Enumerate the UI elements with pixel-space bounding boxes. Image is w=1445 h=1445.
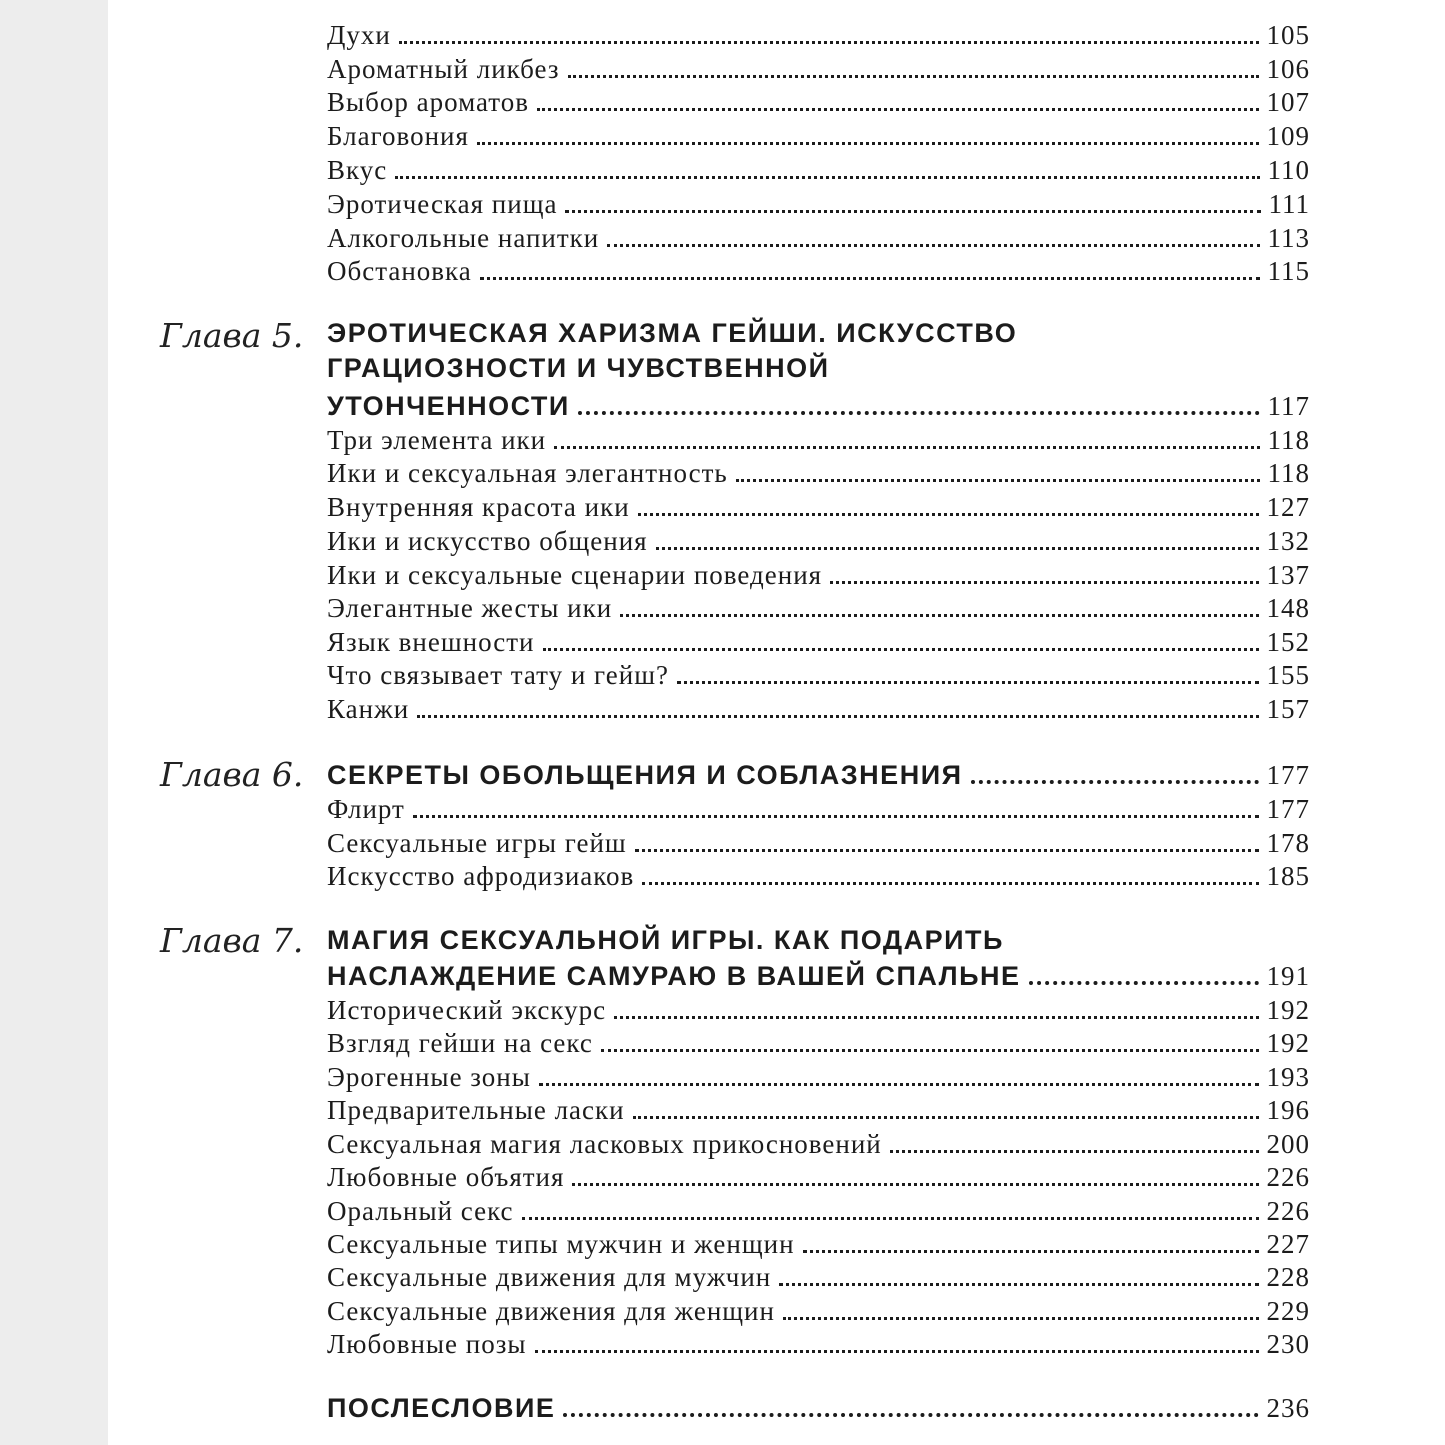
dot-leader [563, 1413, 1258, 1417]
toc-entry-page: 137 [1266, 560, 1310, 590]
dot-leader [413, 815, 1259, 818]
chapter-label: Глава 5. [160, 316, 304, 355]
toc-entry-page: 157 [1266, 694, 1310, 724]
toc-entry-title: Алкогольные напитки [327, 223, 600, 253]
toc-entry-page: 152 [1266, 627, 1310, 657]
dot-leader [677, 681, 1259, 684]
dot-leader [601, 1049, 1259, 1052]
chapter-title-last-line: УТОНЧЕННОСТИ [327, 391, 570, 421]
toc-entry [327, 84, 1310, 118]
toc-entry-title: Обстановка [327, 256, 472, 286]
dot-leader [399, 41, 1259, 44]
toc-entry-page: 178 [1266, 828, 1310, 858]
toc-entry-page: 118 [1267, 425, 1310, 455]
toc-entry [327, 590, 1310, 624]
dot-leader [736, 479, 1260, 482]
chapter-label: Глава 6. [160, 755, 304, 794]
dot-leader [572, 1183, 1258, 1186]
toc-entry [327, 825, 1310, 859]
toc-entry-title: Сексуальные движения для мужчин [327, 1262, 772, 1292]
toc-entry [327, 1126, 1310, 1160]
toc-entry [327, 455, 1310, 489]
toc-entry [327, 220, 1310, 254]
toc-entry-page: 226 [1266, 1162, 1310, 1192]
toc-entry [327, 253, 1310, 287]
toc-entry [327, 1025, 1310, 1059]
toc-entry-page: 127 [1266, 492, 1310, 522]
toc-entry-title: Сексуальные типы мужчин и женщин [327, 1229, 795, 1259]
toc-entry-title: Сексуальные движения для женщин [327, 1296, 775, 1326]
toc-entry [327, 992, 1310, 1026]
toc-entry-title: Язык внешности [327, 627, 535, 657]
toc-entry-page: 155 [1266, 660, 1310, 690]
toc-entry [327, 489, 1310, 523]
dot-leader [620, 614, 1258, 617]
dot-leader [638, 513, 1259, 516]
dot-leader [635, 849, 1259, 852]
dot-leader [578, 411, 1260, 415]
toc-entry-page: 229 [1266, 1296, 1310, 1326]
toc-entry-page: 177 [1266, 794, 1310, 824]
toc-entry-title: Ароматный ликбез [327, 54, 560, 84]
dot-leader [395, 176, 1259, 179]
toc-entry-page: 185 [1266, 861, 1310, 891]
toc-entry-title: Благовония [327, 121, 469, 151]
dot-leader [522, 1217, 1259, 1220]
dot-leader [568, 75, 1259, 78]
toc-entry-page: 200 [1266, 1129, 1310, 1159]
toc-entry [327, 523, 1310, 557]
toc-entry-title: Три элемента ики [327, 425, 547, 455]
toc-entry-title: Искусство афродизиаков [327, 861, 635, 891]
toc-entry-page: 226 [1266, 1196, 1310, 1226]
dot-leader [1029, 981, 1259, 985]
toc-entry-title: Любовные позы [327, 1329, 527, 1359]
toc-entry-page: 113 [1267, 223, 1310, 253]
toc-entry [327, 1092, 1310, 1126]
toc-entry [327, 1226, 1310, 1260]
dot-leader [971, 780, 1259, 784]
dot-leader [803, 1250, 1259, 1253]
dot-leader [543, 648, 1259, 651]
page-gutter [0, 0, 108, 1445]
toc-entry-page: 230 [1266, 1329, 1310, 1359]
toc-entry [327, 1326, 1310, 1360]
toc-entry-page: 106 [1266, 54, 1310, 84]
toc-entry-title: Элегантные жесты ики [327, 593, 613, 623]
toc-entry [327, 657, 1310, 691]
dot-leader [607, 244, 1259, 247]
toc-entry-title: Духи [327, 20, 391, 50]
chapter-heading-entry [327, 388, 1310, 422]
afterword-entry [327, 1390, 1310, 1424]
dot-leader [633, 1116, 1259, 1119]
toc-entry-title: Что связывает тату и гейш? [327, 660, 669, 690]
toc-entry-title: Оральный секс [327, 1196, 514, 1226]
toc-entry-page: 118 [1267, 458, 1310, 488]
toc-entry [327, 186, 1310, 220]
afterword-page: 236 [1266, 1393, 1310, 1423]
chapter-title-line: ЭРОТИЧЕСКАЯ ХАРИЗМА ГЕЙШИ. ИСКУССТВО [327, 318, 1018, 348]
toc-entry-title: Сексуальные игры гейш [327, 828, 627, 858]
toc-entry-title: Канжи [327, 694, 410, 724]
dot-leader [779, 1283, 1258, 1286]
toc-entry [327, 557, 1310, 591]
toc-entry [327, 791, 1310, 825]
dot-leader [537, 108, 1259, 111]
chapter-title-last-line: СЕКРЕТЫ ОБОЛЬЩЕНИЯ И СОБЛАЗНЕНИЯ [327, 760, 963, 790]
toc-entry [327, 624, 1310, 658]
toc-entry-title: Выбор ароматов [327, 87, 529, 117]
chapter-page: 191 [1266, 961, 1310, 991]
toc-entry [327, 1159, 1310, 1193]
toc-entry-title: Взгляд гейши на секс [327, 1028, 593, 1058]
chapter-page: 177 [1266, 760, 1310, 790]
toc-entry-page: 107 [1266, 87, 1310, 117]
dot-leader [830, 581, 1258, 584]
dot-leader [656, 547, 1259, 550]
toc-entry-title: Исторический экскурс [327, 995, 607, 1025]
dot-leader [535, 1350, 1259, 1353]
toc-entry-title: Любовные объятия [327, 1162, 565, 1192]
toc-entry [327, 17, 1310, 51]
toc-entry-title: Эротическая пища [327, 189, 558, 219]
toc-entry-title: Ики и сексуальная элегантность [327, 458, 728, 488]
toc-entry [327, 1259, 1310, 1293]
chapter-title-line: МАГИЯ СЕКСУАЛЬНОЙ ИГРЫ. КАК ПОДАРИТЬ [327, 925, 1004, 955]
dot-leader [480, 277, 1260, 280]
chapter-heading-entry [327, 757, 1310, 791]
toc-entry [327, 1293, 1310, 1327]
chapter-title-last-line: НАСЛАЖДЕНИЕ САМУРАЮ В ВАШЕЙ СПАЛЬНЕ [327, 961, 1021, 991]
chapter-heading-entry [327, 958, 1310, 992]
toc-entry [327, 858, 1310, 892]
toc-entry [327, 691, 1310, 725]
toc-entry [327, 422, 1310, 456]
dot-leader [417, 715, 1258, 718]
toc-entry-page: 132 [1266, 526, 1310, 556]
toc-entry-page: 110 [1267, 155, 1310, 185]
dot-leader [642, 882, 1258, 885]
toc-entry-page: 192 [1266, 1028, 1310, 1058]
chapter-page: 117 [1267, 391, 1310, 421]
toc-entry-page: 148 [1266, 593, 1310, 623]
toc-entry-page: 193 [1266, 1062, 1310, 1092]
toc-entry-title: Ики и искусство общения [327, 526, 648, 556]
toc-entry [327, 118, 1310, 152]
toc-entry [327, 1059, 1310, 1093]
dot-leader [783, 1317, 1259, 1320]
dot-leader [565, 210, 1260, 213]
chapter-title-line: ГРАЦИОЗНОСТИ И ЧУВСТВЕННОЙ [327, 353, 830, 383]
toc-entry-page: 192 [1266, 995, 1310, 1025]
toc-entry-page: 109 [1266, 121, 1310, 151]
toc-entry-title: Эрогенные зоны [327, 1062, 531, 1092]
toc-entry-title: Ики и сексуальные сценарии поведения [327, 560, 823, 590]
toc-entry-title: Внутренняя красота ики [327, 492, 630, 522]
dot-leader [477, 142, 1259, 145]
toc-entry-title: Сексуальная магия ласковых прикосновений [327, 1129, 882, 1159]
toc-entry [327, 1193, 1310, 1227]
toc-entry [327, 51, 1310, 85]
toc-entry-title: Вкус [327, 155, 388, 185]
toc-entry-page: 115 [1267, 256, 1310, 286]
toc-entry-page: 227 [1266, 1229, 1310, 1259]
chapter-label: Глава 7. [160, 921, 304, 960]
toc-entry [327, 152, 1310, 186]
toc-entry-title: Предварительные ласки [327, 1095, 625, 1125]
toc-entry-page: 105 [1266, 20, 1310, 50]
toc-entry-page: 228 [1266, 1262, 1310, 1292]
afterword-title: ПОСЛЕСЛОВИЕ [327, 1393, 556, 1423]
toc-entry-title: Флирт [327, 794, 405, 824]
toc-entry-page: 111 [1268, 189, 1310, 219]
dot-leader [554, 446, 1259, 449]
toc-entry-page: 196 [1266, 1095, 1310, 1125]
dot-leader [614, 1016, 1258, 1019]
dot-leader [539, 1083, 1259, 1086]
dot-leader [890, 1150, 1259, 1153]
